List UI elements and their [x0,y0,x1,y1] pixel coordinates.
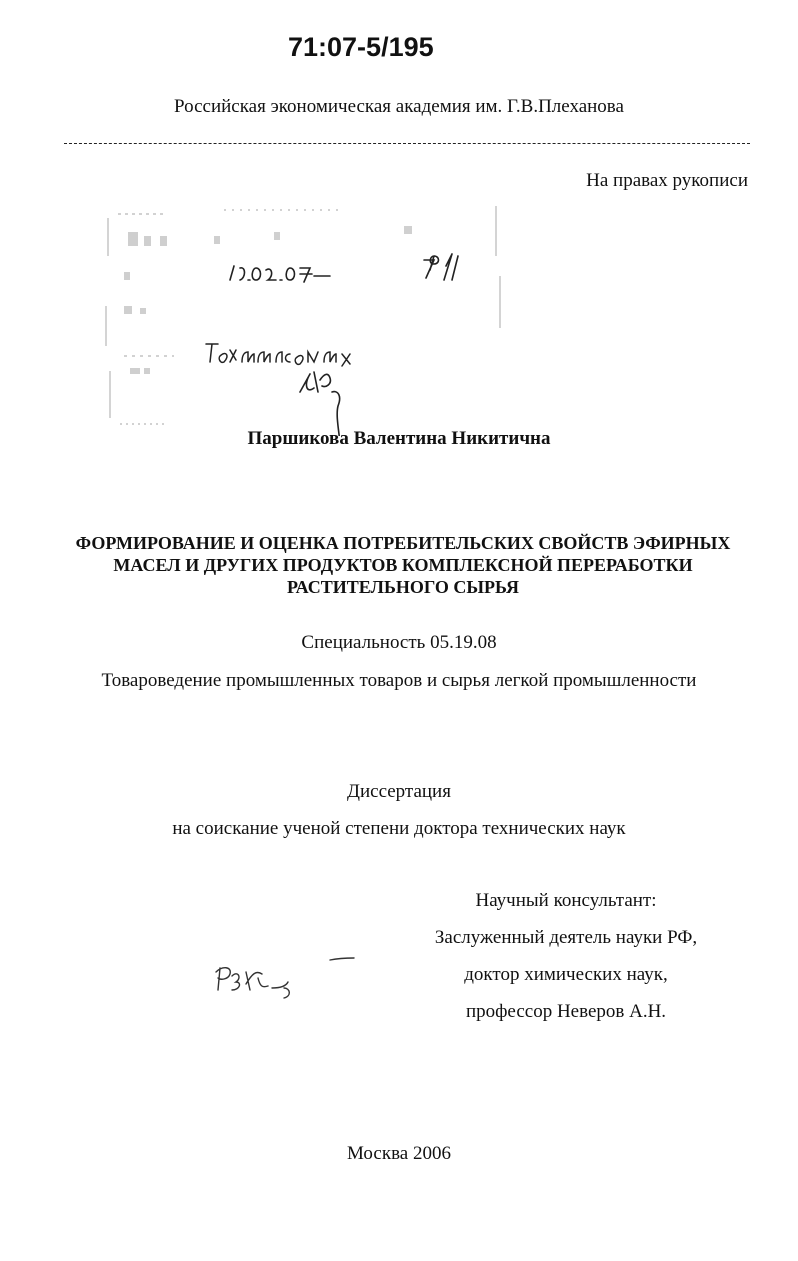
title-line: МАСЕЛ И ДРУГИХ ПРОДУКТОВ КОМПЛЕКСНОЙ ПЕРЕРАБОТКИ [113,555,693,575]
title-line: ФОРМИРОВАНИЕ И ОЦЕНКА ПОТРЕБИТЕЛЬСКИХ СВОЙСТВ ЭФИРНЫХ [75,533,731,553]
document-type: Диссертация [347,781,451,802]
consultant-name: профессор Неверов А.Н. [465,1001,667,1022]
handwritten-number [424,254,458,280]
degree-line: на соискание ученой степени доктора технических наук [172,818,626,839]
consultant-title-1: Заслуженный деятель науки РФ, [434,927,698,948]
author-name: Паршикова Валентина Никитична [247,428,551,449]
specialty-name: Товароведение промышленных товаров и сырья легкой промышленности [101,670,697,691]
consultant-title-2: доктор химических наук, [464,964,668,985]
consultant-signature [210,950,360,1010]
city-year: Москва 2006 [347,1143,451,1164]
dissertation-title [60,532,746,598]
header-divider [64,143,750,144]
specialty-code: Специальность 05.19.08 [301,632,497,653]
catalog-code: 71:07-5/195 [288,32,434,62]
handwritten-word [206,344,350,366]
author-signature [300,372,340,436]
archive-stamp [104,196,510,436]
title-line: РАСТИТЕЛЬНОГО СЫРЬЯ [286,577,519,597]
handwritten-date [230,266,330,282]
consultant-label: Научный консультант: [475,890,657,911]
institution-name: Российская экономическая академия им. Г.В.Плеханова [174,96,624,117]
rights-note: На правах рукописи [586,170,748,191]
